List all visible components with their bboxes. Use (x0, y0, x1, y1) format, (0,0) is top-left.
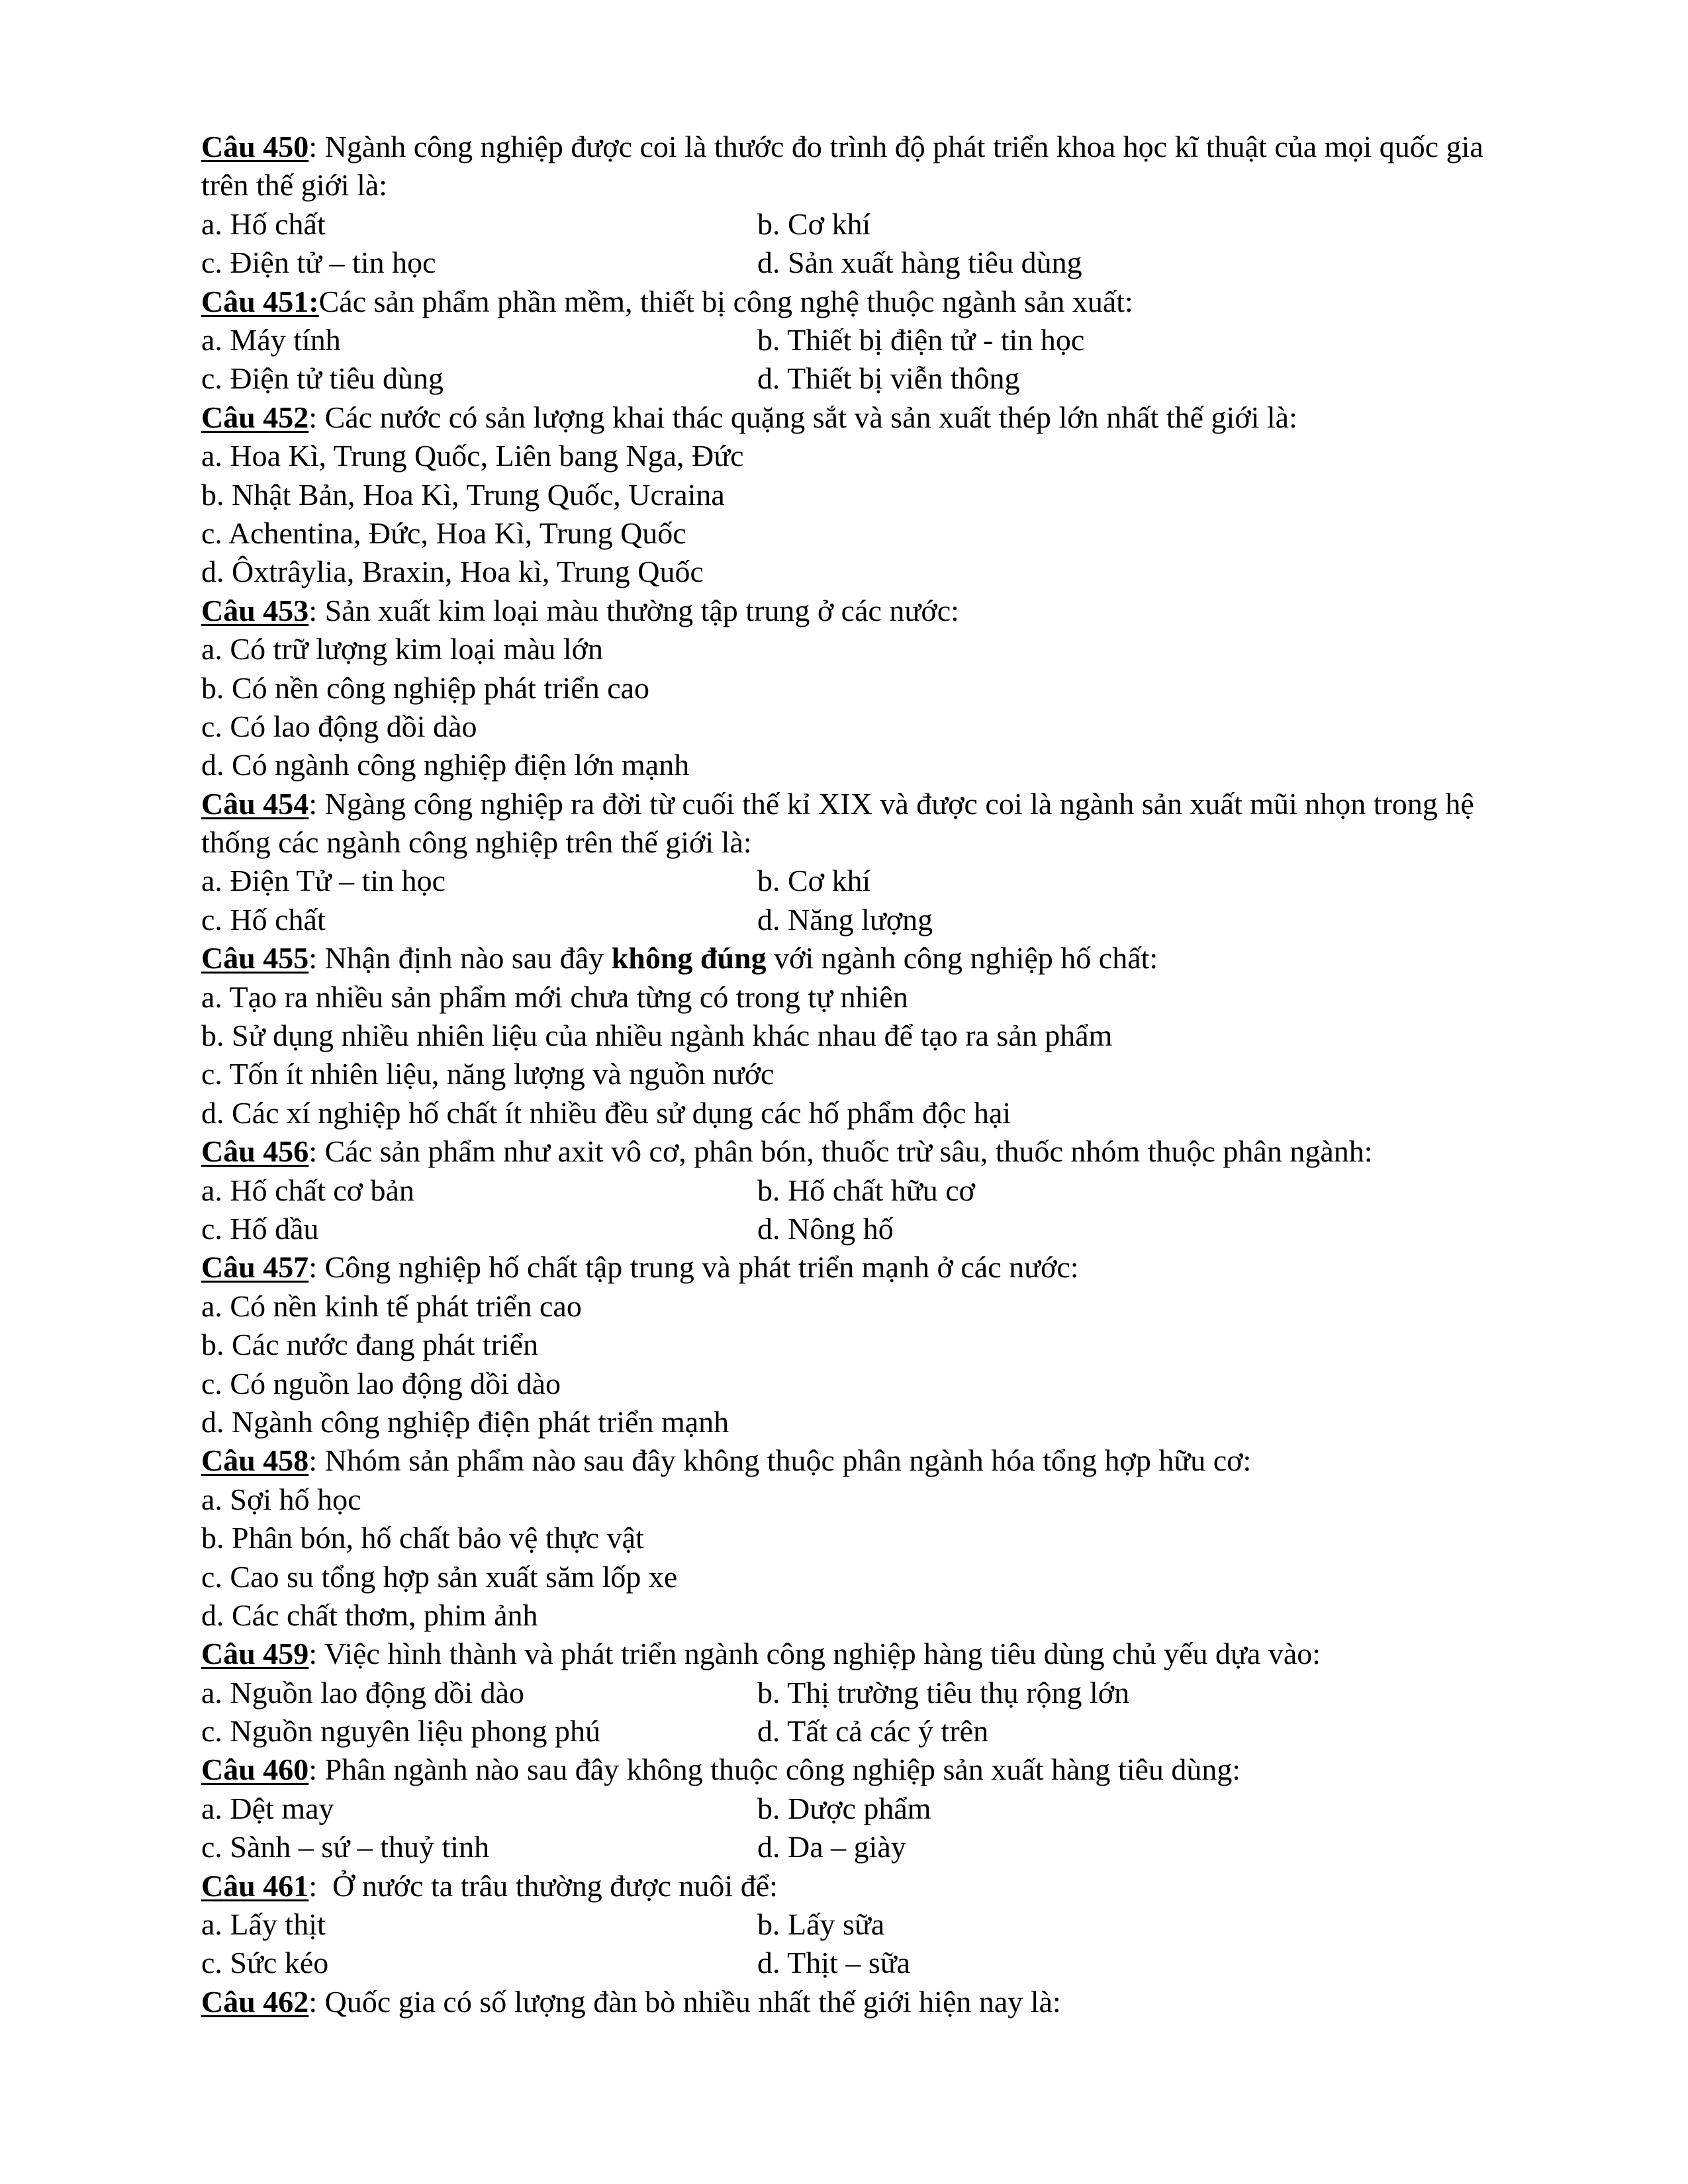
answer-row (201, 244, 1525, 282)
answer-row (201, 1674, 1525, 1712)
document-page (201, 128, 1525, 2021)
answer-option: d. Da – giày (757, 1830, 906, 1864)
question-number: Câu 459 (201, 1637, 309, 1671)
answer-option: a. Sợi hố học (201, 1482, 361, 1516)
answer-option: a. Có trữ lượng kim loại màu lớn (201, 632, 604, 666)
answer-option: b. Dược phẩm (757, 1791, 931, 1825)
answer-option: c. Hố dầu (201, 1212, 319, 1246)
question-stem: Câu 452: Các nước có sản lượng khai thác quặng sắt và sản xuất thép lớn nhất thế giới là: (201, 400, 1297, 434)
answer-option: d. Ôxtrâylia, Braxin, Hoa kì, Trung Quốc (201, 555, 704, 589)
question-stem: Câu 450: Ngành công nghiệp được coi là thước đo trình độ phát triển khoa học kĩ thuật của mọi quốc gia trên thế giới là: (201, 130, 1483, 203)
question-number: Câu 451: (201, 284, 319, 318)
answer-row (201, 1828, 1525, 1866)
answer-row (201, 205, 1525, 244)
answer-option: c. Achentina, Đức, Hoa Kì, Trung Quốc (201, 516, 686, 550)
answer-option: b. Lấy sữa (757, 1907, 885, 1942)
question-stem: Câu 458: Nhóm sản phẩm nào sau đây không thuộc phân ngành hóa tổng hợp hữu cơ: (201, 1443, 1252, 1478)
answer-option: b. Cơ khí (757, 864, 871, 898)
answer-option: c. Cao su tổng hợp sản xuất săm lốp xe (201, 1559, 678, 1594)
answer-row (201, 1790, 1525, 1828)
answer-row (201, 1944, 1525, 1982)
answer-row (201, 1210, 1525, 1248)
question-stem: Câu 461: Ở nước ta trâu thường được nuôi để: (201, 1868, 778, 1903)
question-number: Câu 454 (201, 786, 309, 821)
answer-option: c. Có nguồn lao động dồi dào (201, 1366, 561, 1400)
emphasis-text: không đúng (611, 941, 767, 976)
question-number: Câu 461 (201, 1868, 309, 1903)
answer-option: c. Điện tử – tin học (201, 246, 436, 280)
answer-option: a. Tạo ra nhiều sản phẩm mới chưa từng có trong tự nhiên (201, 979, 908, 1014)
answer-option: b. Thị trường tiêu thụ rộng lớn (757, 1675, 1130, 1709)
question-number: Câu 457 (201, 1250, 309, 1285)
question-stem: Câu 451:Các sản phẩm phần mềm, thiết bị công nghệ thuộc ngành sản xuất: (201, 284, 1133, 318)
answer-option: d. Các xí nghiệp hố chất ít nhiều đều sử dụng các hố phẩm độc hại (201, 1095, 1011, 1130)
question-number: Câu 462 (201, 1984, 309, 2019)
answer-option: c. Sành – sứ – thuỷ tinh (201, 1830, 490, 1864)
answer-option: b. Có nền công nghiệp phát triển cao (201, 670, 650, 705)
answer-option: a. Hố chất (201, 206, 326, 241)
answer-option: d. Năng lượng (757, 902, 933, 936)
answer-option: d. Có ngành công nghiệp điện lớn mạnh (201, 748, 690, 782)
answer-option: c. Có lao động dồi dào (201, 709, 477, 743)
answer-option: d. Thiết bị viễn thông (757, 361, 1020, 396)
answer-option: d. Thịt – sữa (757, 1946, 911, 1980)
answer-option: a. Dệt may (201, 1791, 334, 1825)
answer-row (201, 1905, 1525, 1944)
question-number: Câu 453 (201, 593, 309, 627)
answer-option: a. Máy tính (201, 322, 341, 357)
question-stem: Câu 455: Nhận định nào sau đây không đúng với ngành công nghiệp hố chất: (201, 941, 1158, 976)
answer-option: c. Sức kéo (201, 1946, 329, 1980)
answer-option: d. Sản xuất hàng tiêu dùng (757, 246, 1082, 280)
answer-option: c. Điện tử tiêu dùng (201, 361, 444, 396)
answer-option: a. Nguồn lao động dồi dào (201, 1675, 525, 1709)
answer-option: d. Các chất thơm, phim ảnh (201, 1598, 538, 1632)
answer-option: c. Tốn ít nhiên liệu, năng lượng và nguồn nước (201, 1057, 774, 1091)
answer-option: a. Điện Tử – tin học (201, 864, 446, 898)
answer-row (201, 862, 1525, 900)
answer-option: b. Hố chất hữu cơ (757, 1173, 976, 1207)
answer-option: a. Hố chất cơ bản (201, 1173, 414, 1207)
answer-option: a. Lấy thịt (201, 1907, 326, 1942)
question-stem: Câu 457: Công nghiệp hố chất tập trung và phát triển mạnh ở các nước: (201, 1250, 1079, 1285)
question-number: Câu 450 (201, 130, 309, 163)
answer-row (201, 1171, 1525, 1210)
answer-option: b. Phân bón, hố chất bảo vệ thực vật (201, 1521, 644, 1555)
answer-option: d. Ngành công nghiệp điện phát triển mạnh (201, 1404, 729, 1439)
answer-option: a. Có nền kinh tế phát triển cao (201, 1289, 582, 1323)
answer-option: b. Sử dụng nhiều nhiên liệu của nhiều ngành khác nhau để tạo ra sản phẩm (201, 1019, 1113, 1053)
question-stem: Câu 459: Việc hình thành và phát triển ngành công nghiệp hàng tiêu dùng chủ yếu dựa vào: (201, 1637, 1321, 1671)
question-number: Câu 455 (201, 941, 309, 976)
answer-option: d. Nông hố (757, 1212, 894, 1246)
answer-option: b. Cơ khí (757, 206, 871, 241)
answer-row (201, 359, 1525, 398)
question-stem: Câu 453: Sản xuất kim loại màu thường tập trung ở các nước: (201, 593, 959, 627)
question-number: Câu 458 (201, 1443, 309, 1478)
answer-option: a. Hoa Kì, Trung Quốc, Liên bang Nga, Đức (201, 439, 744, 473)
question-stem: Câu 454: Ngàng công nghiệp ra đời từ cuối thế kỉ XIX và được coi là ngành sản xuất mũi nhọn trong hệ thống các ngành công nghiệp trên thế giới là: (201, 786, 1474, 860)
answer-option: d. Tất cả các ý trên (757, 1714, 989, 1749)
question-number: Câu 452 (201, 400, 309, 434)
answer-option: c. Nguồn nguyên liệu phong phú (201, 1714, 601, 1749)
question-number: Câu 456 (201, 1134, 309, 1169)
answer-row (201, 321, 1525, 359)
question-stem: Câu 462: Quốc gia có số lượng đàn bò nhiều nhất thế giới hiện nay là: (201, 1984, 1061, 2019)
answer-option: b. Nhật Bản, Hoa Kì, Trung Quốc, Ucraina (201, 477, 725, 512)
question-stem: Câu 460: Phân ngành nào sau đây không thuộc công nghiệp sản xuất hàng tiêu dùng: (201, 1752, 1241, 1787)
answer-option: c. Hố chất (201, 902, 326, 936)
answer-option: b. Thiết bị điện tử - tin học (757, 322, 1085, 357)
answer-row (201, 901, 1525, 939)
answer-row (201, 1712, 1525, 1751)
answer-option: b. Các nước đang phát triển (201, 1328, 539, 1362)
question-number: Câu 460 (201, 1752, 309, 1787)
question-stem: Câu 456: Các sản phẩm như axit vô cơ, phân bón, thuốc trừ sâu, thuốc nhóm thuộc phân ngành: (201, 1134, 1373, 1169)
